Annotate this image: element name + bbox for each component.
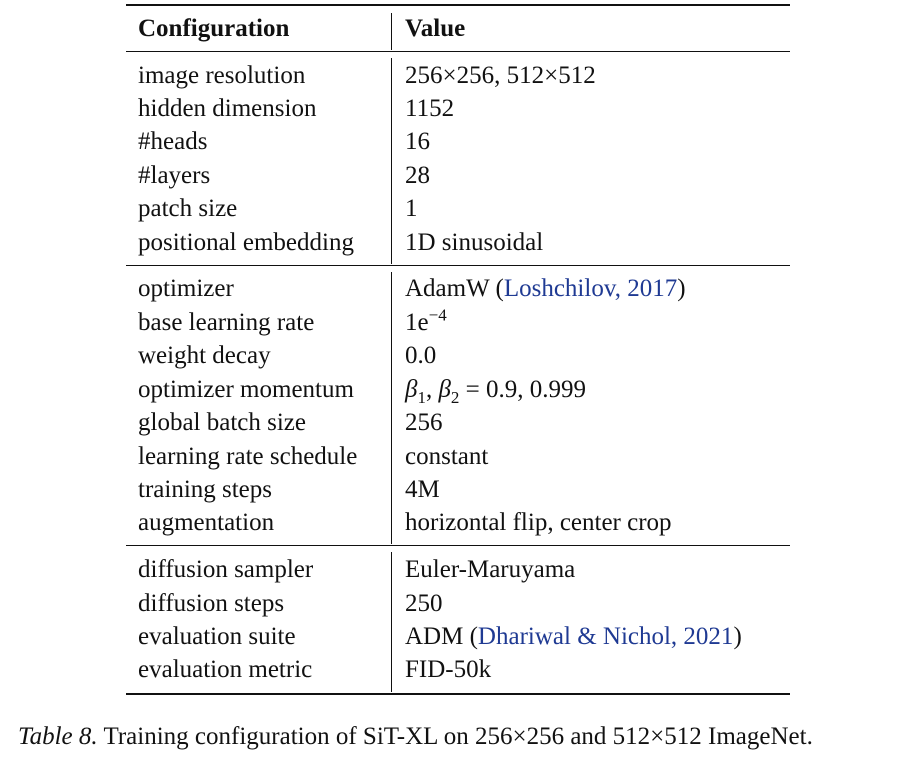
table-row: [126, 226, 790, 259]
row-key: evaluation suite: [138, 623, 296, 650]
table-row: [126, 192, 790, 225]
row-value: 16: [405, 128, 430, 155]
row-value: 1D sinusoidal: [405, 229, 544, 256]
group-rule: [126, 265, 790, 266]
row-key: #heads: [138, 128, 208, 155]
row-key: optimizer: [138, 275, 234, 302]
row-value: FID-50k: [405, 656, 492, 683]
row-value: 1: [405, 195, 418, 222]
table-bottom-rule: [126, 693, 790, 695]
value-text: AdamW (: [405, 275, 504, 302]
row-key: global batch size: [138, 409, 306, 436]
row-value: 1152: [405, 95, 455, 122]
row-value: 256×256, 512×512: [405, 62, 596, 89]
value-exponent: −4: [428, 305, 447, 325]
column-divider: [391, 552, 392, 692]
header-rule: [126, 51, 790, 52]
column-divider: [391, 13, 392, 50]
caption-label: Table 8.: [18, 723, 98, 750]
row-value: 256: [405, 409, 443, 436]
row-key: weight decay: [138, 342, 271, 369]
row-value: Euler-Maruyama: [405, 556, 576, 583]
row-key: augmentation: [138, 509, 275, 536]
table-row: [126, 553, 790, 586]
value-base: 1e: [405, 309, 429, 336]
row-value: [405, 620, 742, 653]
row-value: horizontal flip, center crop: [405, 509, 672, 536]
table-row: [126, 653, 790, 686]
row-key: diffusion sampler: [138, 556, 314, 583]
value-text: ): [733, 623, 742, 650]
table-row: [126, 125, 790, 158]
table-row: [126, 587, 790, 620]
row-value: constant: [405, 443, 489, 470]
citation-link[interactable]: Loshchilov, 2017: [503, 275, 678, 302]
row-key: hidden dimension: [138, 95, 317, 122]
header-value: Value: [405, 15, 466, 42]
table-top-rule: [126, 4, 790, 6]
beta-subscript: 1: [417, 388, 426, 407]
row-value: [405, 306, 447, 339]
row-value: 250: [405, 590, 443, 617]
header-configuration: Configuration: [138, 15, 290, 42]
beta-symbol: β: [438, 376, 451, 403]
row-key: base learning rate: [138, 309, 315, 336]
table-row: [126, 306, 790, 339]
table-caption: [18, 721, 813, 753]
table-row: [126, 339, 790, 372]
table-row: [126, 59, 790, 92]
row-value: 28: [405, 162, 430, 189]
row-value: 0.0: [405, 342, 437, 369]
table-row: [126, 440, 790, 473]
beta-symbol: β: [405, 376, 418, 403]
column-divider: [391, 272, 392, 544]
table-row: [126, 92, 790, 125]
row-key: evaluation metric: [138, 656, 313, 683]
group-rule: [126, 545, 790, 546]
table-row: [126, 159, 790, 192]
value-text: ADM (: [405, 623, 478, 650]
column-divider: [391, 58, 392, 264]
beta-subscript: 2: [450, 388, 460, 407]
table-row: [126, 620, 790, 653]
table-row: [126, 406, 790, 439]
row-key: optimizer momentum: [138, 376, 354, 403]
row-key: learning rate schedule: [138, 443, 358, 470]
row-key: diffusion steps: [138, 590, 285, 617]
row-key: training steps: [138, 476, 273, 503]
row-key: #layers: [138, 162, 211, 189]
caption-text: Training configuration of SiT-XL on 256×256 and 512×512 ImageNet.: [97, 723, 813, 750]
table-row: [126, 473, 790, 506]
row-key: image resolution: [138, 62, 306, 89]
table-row: [126, 506, 790, 539]
row-key: patch size: [138, 195, 238, 222]
table-row: [126, 272, 790, 305]
row-value: 4M: [405, 476, 440, 503]
value-separator: ,: [425, 376, 439, 403]
table-row: [126, 373, 790, 406]
row-value: [405, 272, 686, 305]
row-value: [405, 373, 586, 406]
value-text: = 0.9, 0.999: [459, 376, 587, 403]
value-text: ): [677, 275, 686, 302]
citation-link[interactable]: Dhariwal & Nichol, 2021: [477, 623, 734, 650]
row-key: positional embedding: [138, 229, 354, 256]
table-header-row: [126, 12, 790, 45]
